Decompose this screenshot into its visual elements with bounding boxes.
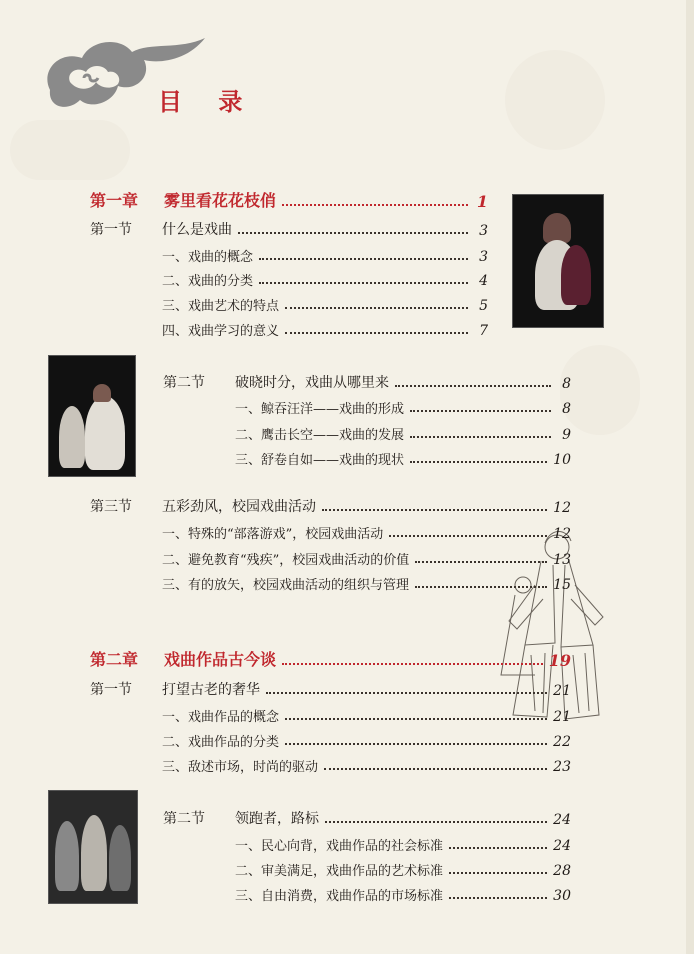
- chapter-title: 戏曲作品古今谈: [164, 650, 277, 669]
- toc-item[interactable]: [235, 882, 571, 904]
- page-number: 15: [553, 577, 571, 593]
- item-title: 三、有的放矢，校园戏曲活动的组织与管理: [162, 578, 410, 593]
- item-title: 二、审美满足，戏曲作品的艺术标准: [235, 864, 444, 879]
- page-number: 28: [553, 863, 571, 879]
- toc-item[interactable]: [162, 243, 488, 265]
- toc-item[interactable]: [235, 395, 571, 417]
- toc-item[interactable]: [162, 520, 571, 542]
- page-number: 7: [479, 323, 488, 339]
- leader-dots: [266, 692, 547, 694]
- toc-section[interactable]: [90, 677, 571, 699]
- leader-dots: [410, 461, 547, 463]
- toc-section[interactable]: [90, 494, 571, 516]
- leader-dots: [282, 663, 543, 665]
- show-through: [505, 50, 605, 150]
- opera-photo-1: [512, 194, 604, 328]
- leader-dots: [238, 232, 468, 234]
- page-number: 13: [553, 552, 571, 568]
- show-through: [560, 345, 640, 435]
- toc-item[interactable]: [162, 317, 488, 339]
- leader-dots: [395, 385, 551, 387]
- chapter-title: 雾里看花花枝俏: [164, 191, 277, 210]
- toc-item[interactable]: [235, 857, 571, 879]
- page-title: 目 录: [158, 87, 257, 116]
- leader-dots: [259, 282, 468, 284]
- item-title: 二、戏曲的分类: [162, 274, 254, 289]
- item-title: 二、避免教育“残疾”，校园戏曲活动的价值: [162, 553, 410, 568]
- page-number: 23: [553, 759, 571, 775]
- opera-photo-2: [48, 355, 136, 477]
- item-title: 三、自由消费，戏曲作品的市场标准: [235, 889, 444, 904]
- opera-photo-3: [48, 790, 138, 904]
- page-number: 8: [562, 401, 571, 417]
- leader-dots: [285, 307, 468, 309]
- page-number: 9: [562, 427, 571, 443]
- toc-item[interactable]: [235, 832, 571, 854]
- leader-dots: [415, 561, 547, 563]
- page-number: 21: [553, 709, 571, 725]
- toc-item[interactable]: [162, 571, 571, 593]
- leader-dots: [325, 821, 547, 823]
- item-title: 三、戏曲艺术的特点: [162, 299, 280, 314]
- toc-section[interactable]: [163, 806, 571, 828]
- section-label: 第一节: [90, 222, 132, 238]
- leader-dots: [410, 410, 551, 412]
- toc-item[interactable]: [162, 703, 571, 725]
- page-number: 5: [479, 298, 488, 314]
- page-number: 19: [548, 651, 571, 670]
- page-number: 24: [553, 838, 571, 854]
- section-title: 领跑者，路标: [235, 811, 319, 827]
- leader-dots: [322, 509, 547, 511]
- toc-section[interactable]: [163, 370, 571, 392]
- page-number: 3: [479, 249, 488, 265]
- page-number: 12: [553, 526, 571, 542]
- toc-section[interactable]: [90, 217, 488, 239]
- leader-dots: [259, 258, 468, 260]
- leader-dots: [282, 204, 468, 206]
- item-title: 一、戏曲的概念: [162, 250, 254, 265]
- leader-dots: [449, 847, 547, 849]
- page-number: 3: [479, 223, 488, 239]
- leader-dots: [324, 768, 547, 770]
- toc-item[interactable]: [162, 728, 571, 750]
- section-label: 第一节: [90, 682, 132, 698]
- section-label: 第三节: [90, 499, 132, 515]
- leader-dots: [415, 586, 547, 588]
- item-title: 一、民心向背，戏曲作品的社会标准: [235, 839, 444, 854]
- page-number: 12: [553, 500, 571, 516]
- leader-dots: [449, 897, 547, 899]
- section-title: 什么是戏曲: [162, 222, 232, 238]
- item-title: 一、鲸吞汪洋——戏曲的形成: [235, 402, 405, 417]
- item-title: 一、戏曲作品的概念: [162, 710, 280, 725]
- chapter-label: 第二章: [90, 650, 139, 669]
- leader-dots: [285, 718, 547, 720]
- toc-chapter-1[interactable]: [90, 189, 488, 211]
- toc-item[interactable]: [162, 267, 488, 289]
- leader-dots: [410, 436, 551, 438]
- page-number: 10: [553, 452, 571, 468]
- item-title: 二、鹰击长空——戏曲的发展: [235, 428, 405, 443]
- item-title: 三、舒卷自如——戏曲的现状: [235, 453, 405, 468]
- toc-chapter-2[interactable]: [90, 648, 571, 670]
- leader-dots: [285, 743, 547, 745]
- leader-dots: [449, 872, 547, 874]
- toc-item[interactable]: [162, 292, 488, 314]
- leader-dots: [285, 332, 468, 334]
- section-label: 第二节: [163, 375, 205, 391]
- item-title: 二、戏曲作品的分类: [162, 735, 280, 750]
- chapter-label: 第一章: [90, 191, 139, 210]
- page-number: 24: [553, 812, 571, 828]
- section-title: 打望古老的奢华: [162, 682, 260, 698]
- show-through: [10, 120, 130, 180]
- page-number: 21: [553, 683, 571, 699]
- leader-dots: [389, 535, 547, 537]
- section-label: 第二节: [163, 811, 205, 827]
- item-title: 三、敌述市场，时尚的驱动: [162, 760, 319, 775]
- page-number: 8: [562, 376, 571, 392]
- page-number: 30: [553, 888, 571, 904]
- toc-item[interactable]: [235, 421, 571, 443]
- section-title: 五彩劲风，校园戏曲活动: [162, 499, 316, 515]
- toc-item[interactable]: [162, 546, 571, 568]
- page-number: 1: [476, 192, 488, 211]
- page-number: 22: [553, 734, 571, 750]
- toc-item[interactable]: [235, 446, 571, 468]
- section-title: 破晓时分，戏曲从哪里来: [235, 375, 389, 391]
- toc-item[interactable]: [162, 753, 571, 775]
- item-title: 一、特殊的“部落游戏”，校园戏曲活动: [162, 527, 384, 542]
- item-title: 四、戏曲学习的意义: [162, 324, 280, 339]
- page-number: 4: [479, 273, 488, 289]
